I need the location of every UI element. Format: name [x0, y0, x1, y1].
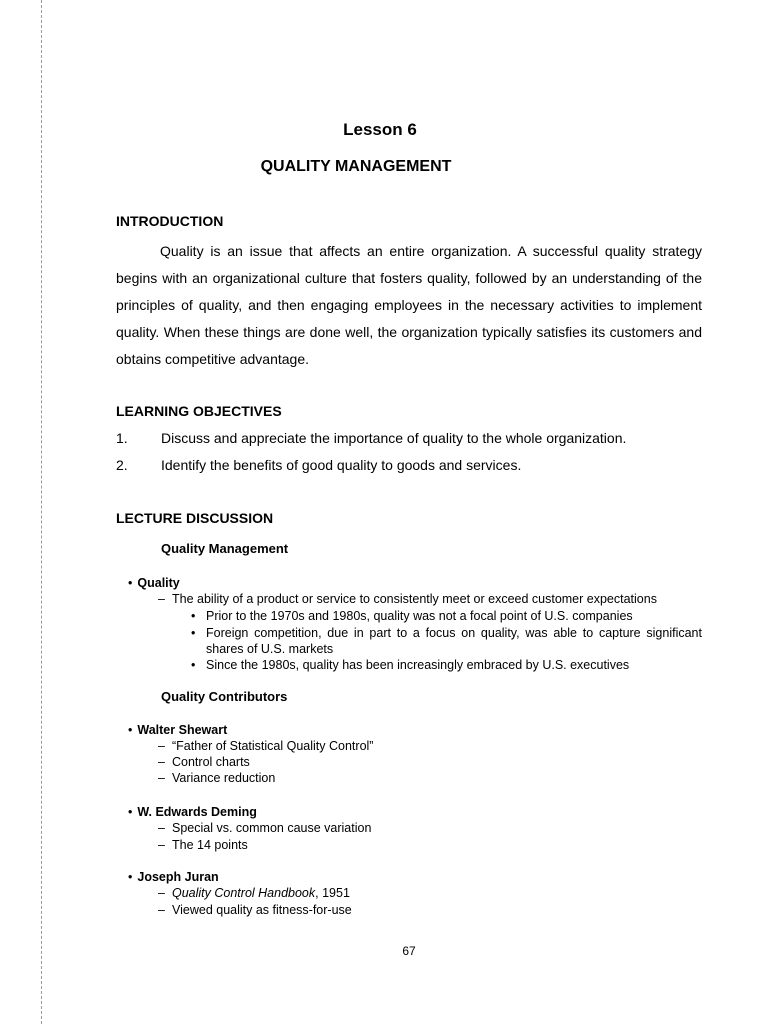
introduction-heading: INTRODUCTION — [116, 213, 224, 229]
objective-number: 2. — [116, 457, 128, 473]
contributor-item: – Viewed quality as fitness-for-use — [158, 903, 352, 917]
quality-contributors-subheading: Quality Contributors — [161, 689, 288, 704]
contributor-deming: • W. Edwards Deming — [128, 805, 257, 819]
contributor-item: – “Father of Statistical Quality Control” — [158, 739, 374, 753]
quality-point: • Foreign competition, due in part to a focus on quality, was able to capture significant shares of U.S. markets — [191, 626, 702, 656]
objective-text: Discuss and appreciate the importance of quality to the whole organization. — [161, 430, 627, 446]
contributor-item: – The 14 points — [158, 838, 248, 852]
contributor-item: – Variance reduction — [158, 771, 276, 785]
lesson-title: QUALITY MANAGEMENT — [260, 158, 452, 175]
contributor-juran: • Joseph Juran — [128, 870, 219, 884]
page-number: 67 — [402, 944, 416, 958]
introduction-paragraph: Quality is an issue that affects an entire organization. A successful quality strategy begins with an organizational culture that fosters quality, followed by an understanding of the principles of quality, and then engaging employees in the necessary activities to implement quality. When these things are done well, the organization typically satisfies its customers and obtains competitive advantage. — [116, 243, 702, 367]
contributor-item: – Quality Control Handbook, 1951 — [158, 886, 350, 900]
quality-point: • Since the 1980s, quality has been increasingly embraced by U.S. executives — [191, 658, 630, 672]
contributor-shewart: • Walter Shewart — [128, 723, 227, 737]
contributor-item: – Special vs. common cause variation — [158, 821, 372, 835]
quality-bullet: • Quality — [128, 576, 180, 590]
lesson-number: Lesson 6 — [343, 120, 417, 139]
objective-text: Identify the benefits of good quality to goods and services. — [161, 457, 522, 473]
contributor-item: – Control charts — [158, 755, 250, 769]
quality-definition: – The ability of a product or service to consistently meet or exceed customer expectations — [158, 592, 657, 606]
objective-number: 1. — [116, 430, 128, 446]
quality-management-subheading: Quality Management — [161, 541, 289, 556]
lecture-heading: LECTURE DISCUSSION — [116, 510, 274, 526]
quality-point: • Prior to the 1970s and 1980s, quality was not a focal point of U.S. companies — [191, 609, 633, 623]
binding-margin-line — [41, 0, 42, 1024]
objectives-heading: LEARNING OBJECTIVES — [116, 403, 282, 419]
